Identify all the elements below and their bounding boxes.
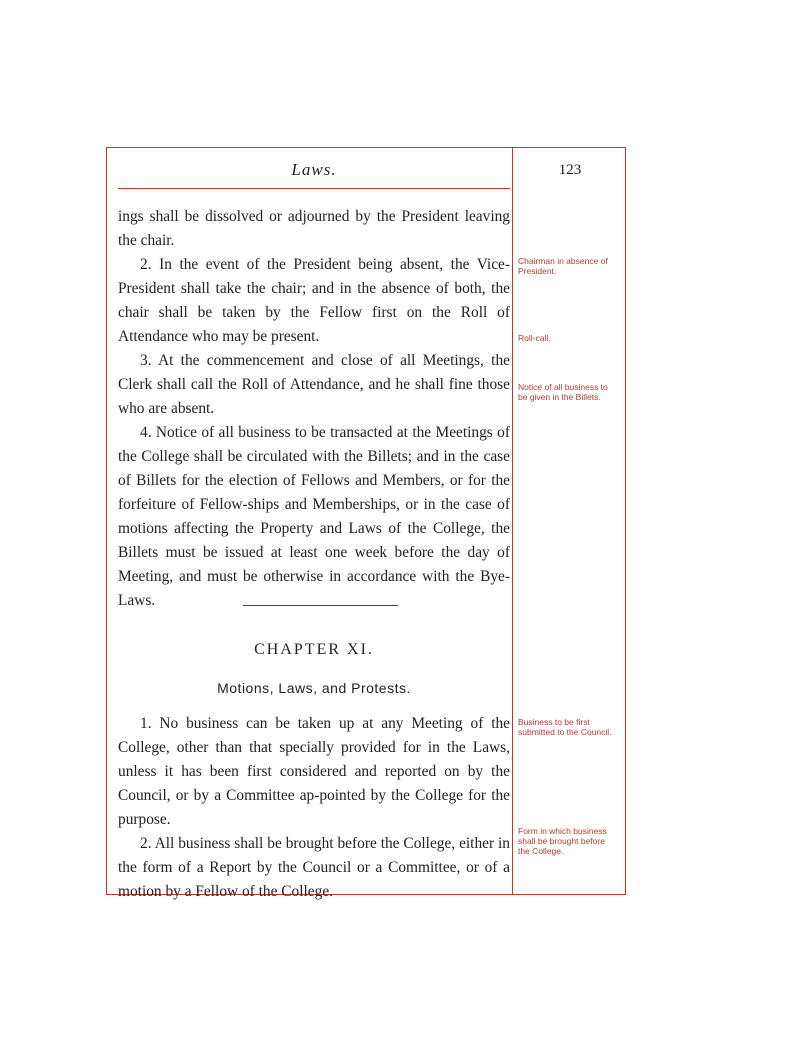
chapter-title: CHAPTER XI. [254, 641, 374, 658]
sidenote-chairman: Chairman in absence of President. [518, 256, 608, 276]
paragraph-3: 3. At the commencement and close of all Meetings, the Clerk shall call the Roll of Attendance, and he shall fine those who are absent. [118, 352, 510, 417]
page-number: 123 [558, 162, 582, 178]
sidenote-rollcall: Roll-call. [518, 333, 551, 343]
paragraph-xi-2: 2. All business shall be brought before the College, either in the form of a Report by the Council or a Committee, or of a motion by a Fellow of the College. [118, 835, 510, 900]
sidenote-notice: Notice of all business to be given in the Billets. [518, 382, 608, 402]
margin-rule [512, 147, 513, 895]
header-rule [118, 188, 510, 189]
chapter-subtitle: Motions, Laws, and Protests. [217, 680, 411, 696]
paragraph-4: 4. Notice of all business to be transacted at the Meetings of the College shall be circulated with the Billets; and in the case of Billets for the election of Fellows and Members, or for the forfeiture of Fellow-ships and Memberships, or in the case of motions affecting the Property and Laws of the College, the Billets must be issued at least one week before the day of Meeting, and must be otherwise in accordance with the Bye-Laws. [118, 424, 510, 609]
paragraph-xi-1: 1. No business can be taken up at any Meeting of the College, other than that specially provided for in the Laws, unless it has been first considered and reported on by the Council, or by a Committee ap-pointed by the College for the purpose. [118, 715, 510, 828]
body-text-upper [118, 205, 510, 613]
paragraph-continued: ings shall be dissolved or adjourned by the President leaving the chair. [118, 208, 510, 249]
body-text-lower [118, 712, 510, 904]
paragraph-2: 2. In the event of the President being absent, the Vice-President shall take the chair; and in the absence of both, the chair shall be taken by the Fellow first on the Roll of Attendance who may be present. [118, 256, 510, 345]
running-head: Laws. [291, 160, 337, 179]
chapter-divider [243, 605, 398, 606]
sidenote-business: Business to be first submitted to the Council. [518, 717, 612, 737]
sidenote-form: Form in which business shall be brought before the College. [518, 826, 607, 856]
